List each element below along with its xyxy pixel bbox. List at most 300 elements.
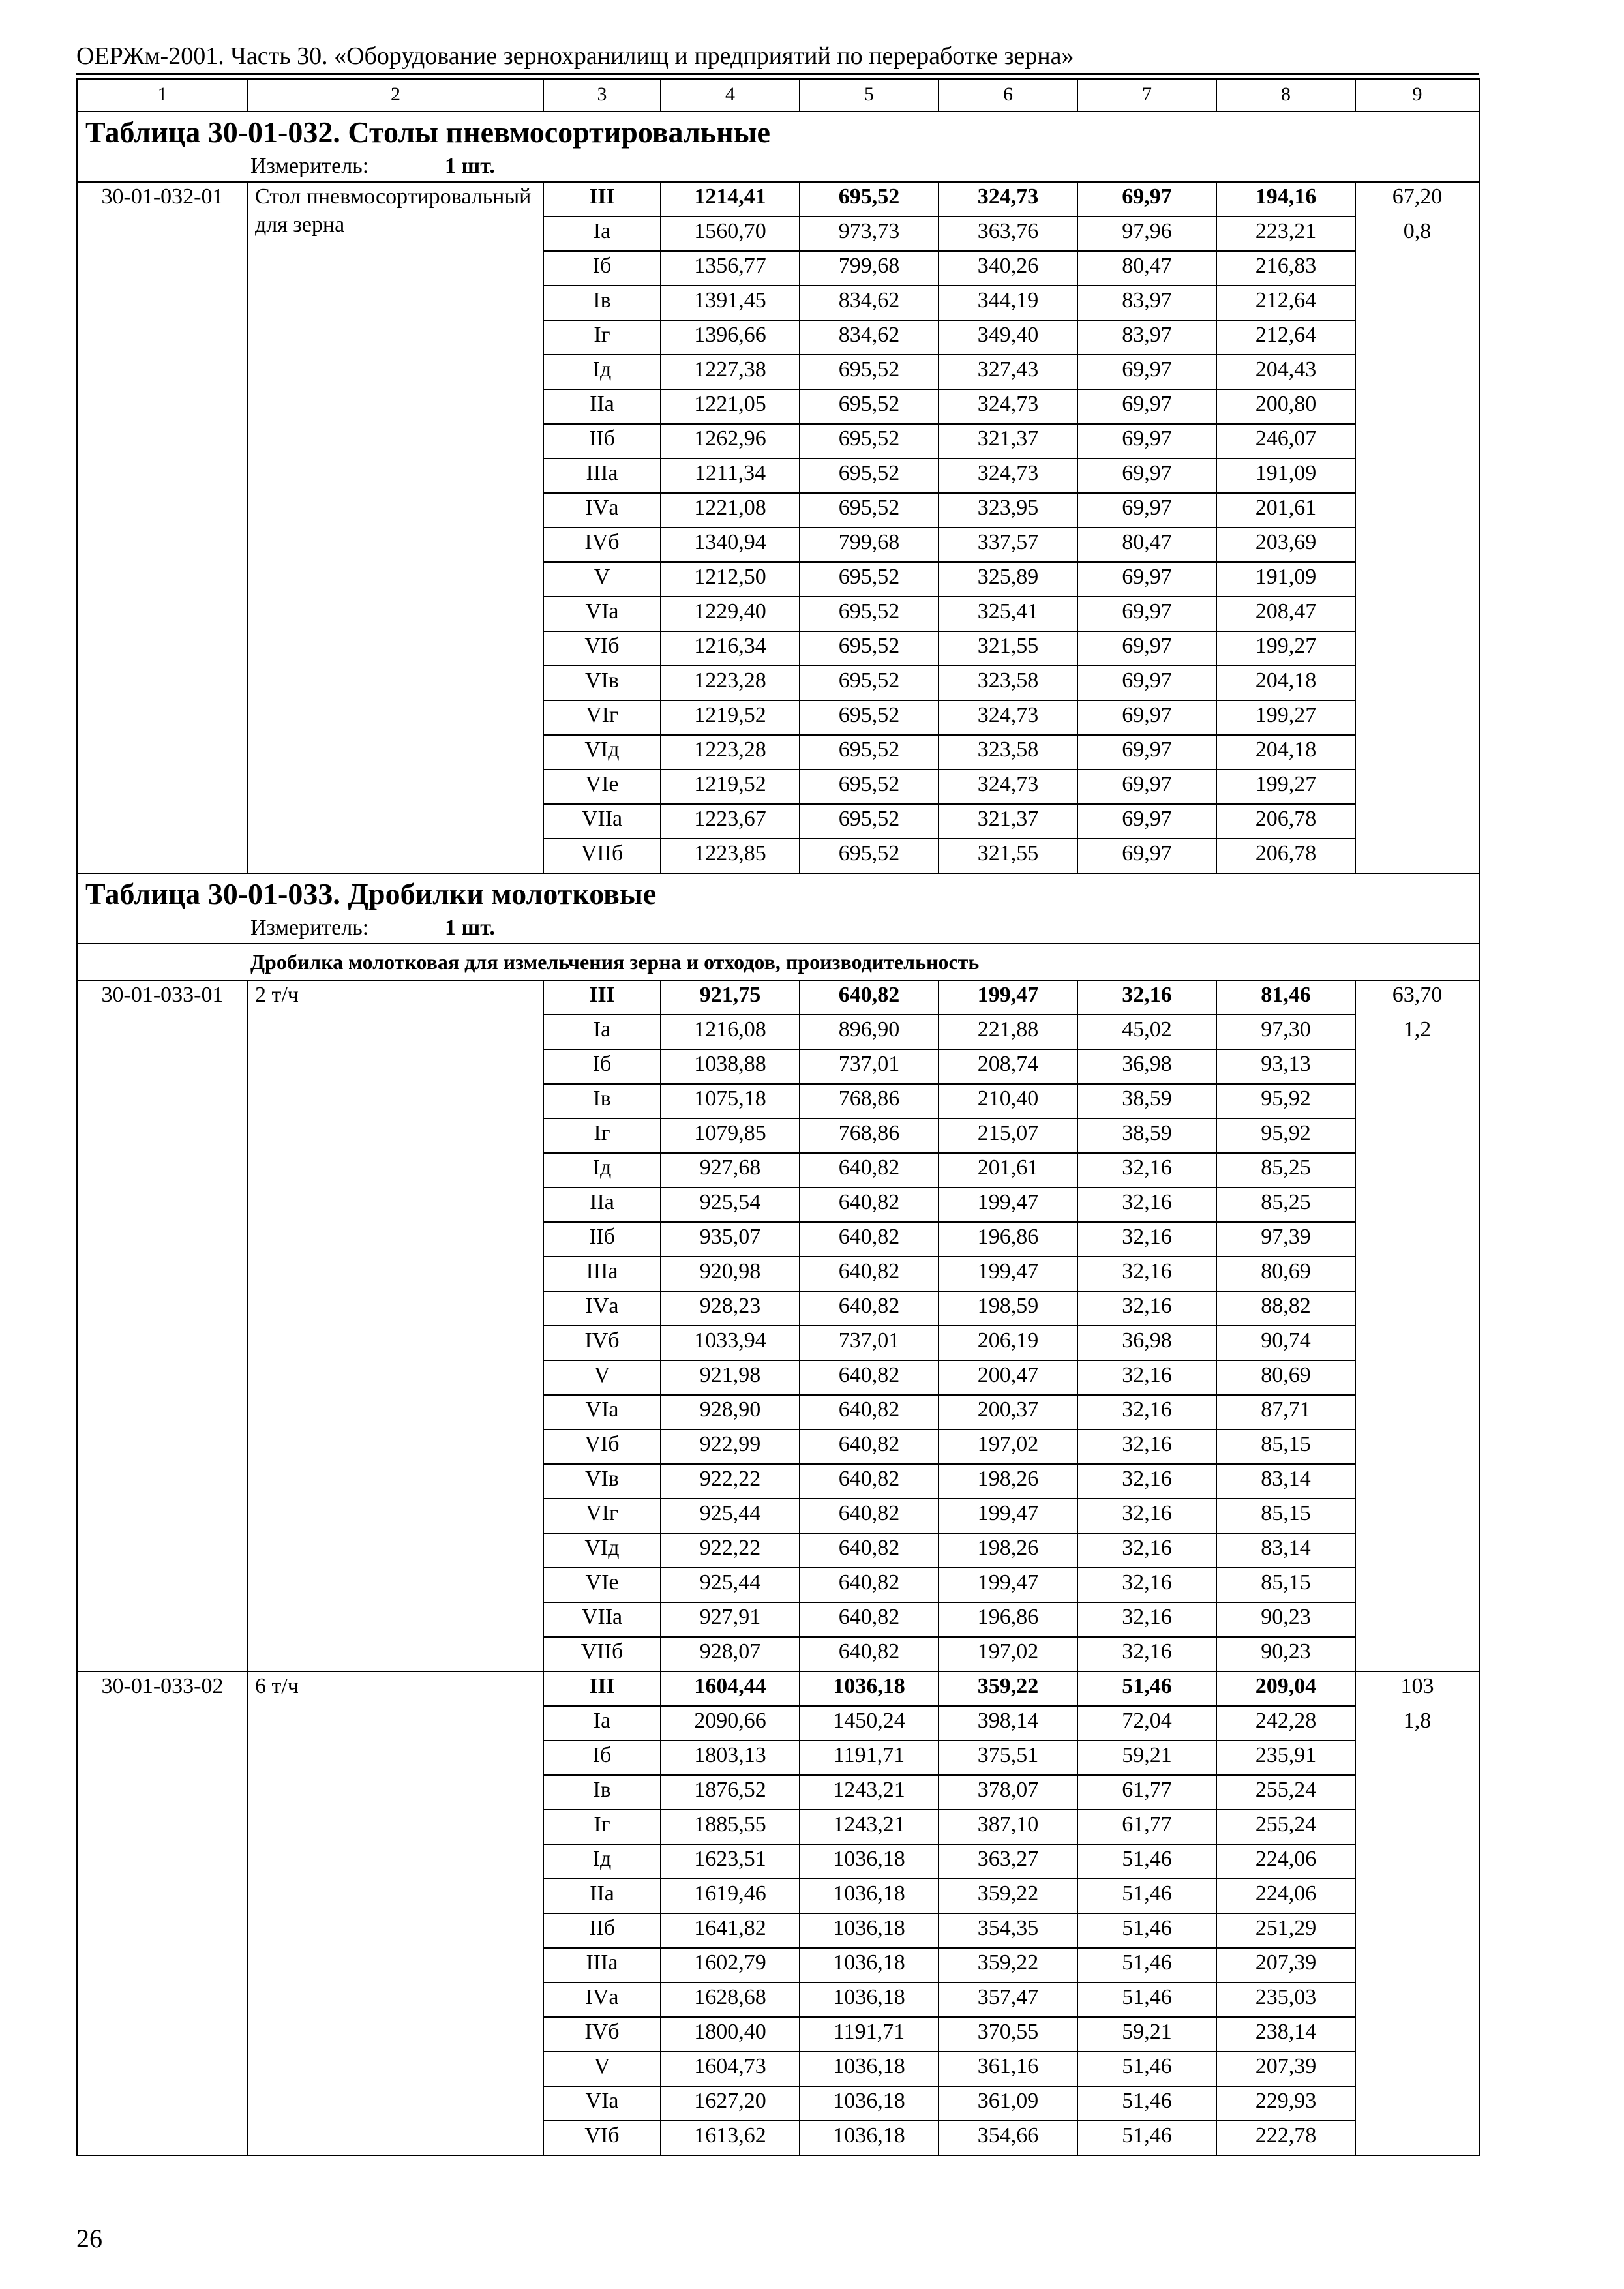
data-cell: 80,69 — [1216, 1257, 1355, 1291]
col9-value: 0,8 — [1403, 219, 1432, 243]
data-cell: IIа — [543, 1188, 661, 1222]
data-cell: Iб — [543, 251, 661, 286]
data-cell: 32,16 — [1077, 1602, 1216, 1637]
data-cell: 212,64 — [1216, 286, 1355, 320]
data-cell: 1036,18 — [800, 2121, 939, 2155]
data-cell: 1396,66 — [661, 320, 800, 355]
data-cell: 922,22 — [661, 1464, 800, 1499]
data-cell: Iб — [543, 1741, 661, 1775]
data-cell: 90,74 — [1216, 1326, 1355, 1360]
data-cell: III — [543, 182, 661, 217]
table-row — [77, 980, 1479, 1015]
data-cell: IIа — [543, 1879, 661, 1913]
data-cell: 69,97 — [1077, 735, 1216, 770]
data-cell: 69,97 — [1077, 355, 1216, 389]
data-cell: 198,26 — [939, 1464, 1077, 1499]
data-cell: 640,82 — [800, 980, 939, 1015]
data-cell: 1623,51 — [661, 1844, 800, 1879]
data-cell: 235,91 — [1216, 1741, 1355, 1775]
data-cell: 737,01 — [800, 1326, 939, 1360]
data-cell: 349,40 — [939, 320, 1077, 355]
data-cell: 1219,52 — [661, 700, 800, 735]
data-cell: 80,47 — [1077, 251, 1216, 286]
data-cell: 325,41 — [939, 597, 1077, 631]
data-cell: VIIа — [543, 804, 661, 839]
data-cell: 1036,18 — [800, 1913, 939, 1948]
col9-value: 1,2 — [1403, 1017, 1432, 1041]
data-cell: 93,13 — [1216, 1049, 1355, 1084]
data-cell: 199,27 — [1216, 700, 1355, 735]
col9-cell — [1355, 980, 1479, 1671]
data-cell: 97,39 — [1216, 1222, 1355, 1257]
data-cell: VIд — [543, 735, 661, 770]
data-cell: 1211,34 — [661, 458, 800, 493]
data-cell: 69,97 — [1077, 182, 1216, 217]
measure-value: 1 шт. — [445, 154, 495, 178]
data-cell: 1036,18 — [800, 1948, 939, 1982]
data-cell: Iг — [543, 320, 661, 355]
data-cell: 32,16 — [1077, 1533, 1216, 1568]
data-cell: 398,14 — [939, 1706, 1077, 1741]
data-cell: 255,24 — [1216, 1810, 1355, 1844]
table-title-row — [77, 112, 1479, 153]
data-cell: 927,68 — [661, 1153, 800, 1188]
data-cell: 1216,34 — [661, 631, 800, 666]
data-cell: 216,83 — [1216, 251, 1355, 286]
data-cell: 69,97 — [1077, 804, 1216, 839]
data-cell: 1036,18 — [800, 1671, 939, 1706]
data-cell: VIе — [543, 770, 661, 804]
data-cell: 375,51 — [939, 1741, 1077, 1775]
data-cell: 69,97 — [1077, 631, 1216, 666]
data-cell: VIв — [543, 1464, 661, 1499]
data-cell: 51,46 — [1077, 1879, 1216, 1913]
data-cell: Iв — [543, 286, 661, 320]
data-cell: 1036,18 — [800, 1844, 939, 1879]
data-cell: IVа — [543, 1982, 661, 2017]
data-cell: 1800,40 — [661, 2017, 800, 2052]
page-header: ОЕРЖм-2001. Часть 30. «Оборудование зернохранилищ и предприятий по переработке зерна» — [76, 42, 1074, 70]
measure-value: 1 шт. — [445, 916, 495, 940]
data-cell: IIIа — [543, 1257, 661, 1291]
data-cell: 36,98 — [1077, 1049, 1216, 1084]
data-cell: 1391,45 — [661, 286, 800, 320]
data-cell: 251,29 — [1216, 1913, 1355, 1948]
data-cell: VIб — [543, 631, 661, 666]
column-number: 3 — [543, 79, 661, 112]
data-cell: 695,52 — [800, 182, 939, 217]
data-cell: IVа — [543, 493, 661, 528]
data-cell: 36,98 — [1077, 1326, 1216, 1360]
column-number-row — [77, 79, 1479, 112]
data-cell: VIв — [543, 666, 661, 700]
data-cell: 51,46 — [1077, 1948, 1216, 1982]
data-cell: 324,73 — [939, 389, 1077, 424]
data-cell: 1036,18 — [800, 2052, 939, 2086]
data-cell: 85,15 — [1216, 1499, 1355, 1533]
data-cell: 1216,08 — [661, 1015, 800, 1049]
data-cell: 695,52 — [800, 735, 939, 770]
data-cell: 32,16 — [1077, 1188, 1216, 1222]
data-cell: 1227,38 — [661, 355, 800, 389]
col9-cell — [1355, 182, 1479, 873]
data-cell: 38,59 — [1077, 1118, 1216, 1153]
data-cell: 199,47 — [939, 1188, 1077, 1222]
data-cell: 206,19 — [939, 1326, 1077, 1360]
data-cell: 32,16 — [1077, 1257, 1216, 1291]
data-cell: 1036,18 — [800, 2086, 939, 2121]
data-cell: 387,10 — [939, 1810, 1077, 1844]
data-cell: 321,55 — [939, 631, 1077, 666]
data-cell: 354,66 — [939, 2121, 1077, 2155]
data-cell: 1340,94 — [661, 528, 800, 562]
data-cell: 80,47 — [1077, 528, 1216, 562]
data-cell: 359,22 — [939, 1879, 1077, 1913]
data-cell: 321,37 — [939, 424, 1077, 458]
data-cell: Iб — [543, 1049, 661, 1084]
data-cell: 695,52 — [800, 458, 939, 493]
column-number: 6 — [939, 79, 1077, 112]
data-cell: 51,46 — [1077, 2121, 1216, 2155]
data-cell: 1803,13 — [661, 1741, 800, 1775]
data-cell: Iг — [543, 1118, 661, 1153]
data-cell: 640,82 — [800, 1637, 939, 1671]
data-cell: 32,16 — [1077, 980, 1216, 1015]
data-cell: VIд — [543, 1533, 661, 1568]
data-cell: 51,46 — [1077, 1913, 1216, 1948]
data-cell: 922,22 — [661, 1533, 800, 1568]
data-cell: 640,82 — [800, 1291, 939, 1326]
data-cell: 695,52 — [800, 666, 939, 700]
column-number: 1 — [77, 79, 248, 112]
item-code: 30-01-033-01 — [77, 980, 248, 1671]
data-cell: 204,18 — [1216, 735, 1355, 770]
data-cell: 640,82 — [800, 1222, 939, 1257]
data-cell: 200,80 — [1216, 389, 1355, 424]
data-cell: 32,16 — [1077, 1360, 1216, 1395]
data-cell: 194,16 — [1216, 182, 1355, 217]
data-cell: 199,47 — [939, 1499, 1077, 1533]
item-code: 30-01-033-02 — [77, 1671, 248, 2155]
data-cell: 83,14 — [1216, 1464, 1355, 1499]
data-cell: 640,82 — [800, 1395, 939, 1429]
data-cell: 32,16 — [1077, 1222, 1216, 1257]
data-cell: 223,21 — [1216, 217, 1355, 251]
data-cell: 640,82 — [800, 1499, 939, 1533]
data-cell: 215,07 — [939, 1118, 1077, 1153]
data-cell: 324,73 — [939, 458, 1077, 493]
data-cell: IVб — [543, 528, 661, 562]
data-cell: 199,47 — [939, 980, 1077, 1015]
data-cell: 321,55 — [939, 839, 1077, 873]
data-cell: Iв — [543, 1084, 661, 1118]
data-cell: 69,97 — [1077, 458, 1216, 493]
data-cell: 200,47 — [939, 1360, 1077, 1395]
measure-cell — [77, 915, 1479, 944]
item-name: 2 т/ч — [248, 980, 543, 1671]
data-cell: 208,74 — [939, 1049, 1077, 1084]
data-cell: VIг — [543, 1499, 661, 1533]
data-cell: 321,37 — [939, 804, 1077, 839]
data-cell: 1221,08 — [661, 493, 800, 528]
data-cell: VIа — [543, 597, 661, 631]
data-cell: 206,78 — [1216, 839, 1355, 873]
data-cell: 354,35 — [939, 1913, 1077, 1948]
data-cell: V — [543, 562, 661, 597]
data-cell: 90,23 — [1216, 1637, 1355, 1671]
data-cell: 695,52 — [800, 770, 939, 804]
data-cell: 87,71 — [1216, 1395, 1355, 1429]
data-cell: 695,52 — [800, 597, 939, 631]
data-cell: 204,18 — [1216, 666, 1355, 700]
measure-cell — [77, 153, 1479, 182]
rates-table — [76, 78, 1480, 2156]
data-cell: 640,82 — [800, 1429, 939, 1464]
data-cell: 1602,79 — [661, 1948, 800, 1982]
data-cell: 199,27 — [1216, 631, 1355, 666]
data-cell: VIIа — [543, 1602, 661, 1637]
data-cell: 45,02 — [1077, 1015, 1216, 1049]
data-cell: 197,02 — [939, 1429, 1077, 1464]
data-cell: 640,82 — [800, 1257, 939, 1291]
data-cell: 88,82 — [1216, 1291, 1355, 1326]
table-title-row — [77, 873, 1479, 915]
data-cell: 221,88 — [939, 1015, 1077, 1049]
data-cell: 695,52 — [800, 355, 939, 389]
data-cell: 324,73 — [939, 182, 1077, 217]
data-cell: 1613,62 — [661, 2121, 800, 2155]
data-cell: 69,97 — [1077, 700, 1216, 735]
data-cell: 32,16 — [1077, 1291, 1216, 1326]
item-name: 6 т/ч — [248, 1671, 543, 2155]
data-cell: 1885,55 — [661, 1810, 800, 1844]
data-cell: 896,90 — [800, 1015, 939, 1049]
data-cell: IIб — [543, 424, 661, 458]
measure-row — [77, 915, 1479, 944]
data-cell: 59,21 — [1077, 1741, 1216, 1775]
data-cell: 357,47 — [939, 1982, 1077, 2017]
data-cell: 1560,70 — [661, 217, 800, 251]
data-cell: 83,14 — [1216, 1533, 1355, 1568]
data-cell: 695,52 — [800, 839, 939, 873]
data-cell: 1223,67 — [661, 804, 800, 839]
data-cell: IIIа — [543, 1948, 661, 1982]
data-cell: 1243,21 — [800, 1775, 939, 1810]
data-cell: VIIб — [543, 1637, 661, 1671]
subheading: Дробилка молотковая для измельчения зерна и отходов, производительность — [77, 944, 1479, 980]
data-cell: 1033,94 — [661, 1326, 800, 1360]
data-cell: 1223,28 — [661, 666, 800, 700]
data-cell: 925,44 — [661, 1568, 800, 1602]
data-cell: VIб — [543, 1429, 661, 1464]
data-cell: 695,52 — [800, 804, 939, 839]
data-cell: 935,07 — [661, 1222, 800, 1257]
col9-value: 1,8 — [1403, 1709, 1432, 1733]
data-cell: 359,22 — [939, 1671, 1077, 1706]
data-cell: 928,90 — [661, 1395, 800, 1429]
data-cell: 201,61 — [1216, 493, 1355, 528]
data-cell: 204,43 — [1216, 355, 1355, 389]
page-number: 26 — [76, 2224, 102, 2253]
data-cell: 207,39 — [1216, 1948, 1355, 1982]
data-cell: 1243,21 — [800, 1810, 939, 1844]
data-cell: 640,82 — [800, 1153, 939, 1188]
data-cell: 695,52 — [800, 389, 939, 424]
data-cell: 255,24 — [1216, 1775, 1355, 1810]
data-cell: 207,39 — [1216, 2052, 1355, 2086]
data-cell: 2090,66 — [661, 1706, 800, 1741]
data-cell: 69,97 — [1077, 666, 1216, 700]
data-cell: 327,43 — [939, 355, 1077, 389]
data-cell: 69,97 — [1077, 424, 1216, 458]
data-cell: 1223,28 — [661, 735, 800, 770]
data-cell: 212,64 — [1216, 320, 1355, 355]
col9-value: 63,70 — [1392, 983, 1443, 1007]
data-cell: 640,82 — [800, 1568, 939, 1602]
data-cell: 925,54 — [661, 1188, 800, 1222]
data-cell: 32,16 — [1077, 1395, 1216, 1429]
column-number: 7 — [1077, 79, 1216, 112]
data-cell: 337,57 — [939, 528, 1077, 562]
data-cell: 196,86 — [939, 1602, 1077, 1637]
data-cell: 928,23 — [661, 1291, 800, 1326]
data-cell: 921,75 — [661, 980, 800, 1015]
data-cell: V — [543, 1360, 661, 1395]
data-cell: Iд — [543, 355, 661, 389]
data-cell: 370,55 — [939, 2017, 1077, 2052]
data-cell: 323,58 — [939, 666, 1077, 700]
data-cell: V — [543, 2052, 661, 2086]
data-cell: 51,46 — [1077, 2086, 1216, 2121]
data-cell: VIIб — [543, 839, 661, 873]
data-cell: 1450,24 — [800, 1706, 939, 1741]
data-cell: 196,86 — [939, 1222, 1077, 1257]
data-cell: 1191,71 — [800, 2017, 939, 2052]
data-cell: IIIа — [543, 458, 661, 493]
data-cell: 210,40 — [939, 1084, 1077, 1118]
data-cell: 324,73 — [939, 770, 1077, 804]
data-cell: 59,21 — [1077, 2017, 1216, 2052]
item-code: 30-01-032-01 — [77, 182, 248, 873]
data-cell: 1229,40 — [661, 597, 800, 631]
data-cell: 1262,96 — [661, 424, 800, 458]
data-cell: 69,97 — [1077, 597, 1216, 631]
data-cell: 695,52 — [800, 424, 939, 458]
data-cell: 238,14 — [1216, 2017, 1355, 2052]
data-cell: 1038,88 — [661, 1049, 800, 1084]
data-cell: 69,97 — [1077, 389, 1216, 424]
data-cell: 242,28 — [1216, 1706, 1355, 1741]
data-cell: 361,16 — [939, 2052, 1077, 2086]
data-cell: 323,58 — [939, 735, 1077, 770]
data-cell: 768,86 — [800, 1118, 939, 1153]
data-cell: 201,61 — [939, 1153, 1077, 1188]
data-cell: IIа — [543, 389, 661, 424]
data-cell: 85,15 — [1216, 1568, 1355, 1602]
data-cell: 69,97 — [1077, 562, 1216, 597]
data-cell: 973,73 — [800, 217, 939, 251]
data-cell: 51,46 — [1077, 2052, 1216, 2086]
measure-label: Измеритель: — [250, 916, 369, 940]
item-name: Стол пневмосортировальный для зерна — [248, 182, 543, 873]
data-cell: 834,62 — [800, 286, 939, 320]
column-number: 9 — [1355, 79, 1479, 112]
data-cell: 927,91 — [661, 1602, 800, 1637]
data-cell: 1221,05 — [661, 389, 800, 424]
data-cell: IVб — [543, 2017, 661, 2052]
subheading-row — [77, 944, 1479, 980]
data-cell: Iг — [543, 1810, 661, 1844]
table-title: Таблица 30-01-033. Дробилки молотковые — [77, 873, 1479, 915]
data-cell: 32,16 — [1077, 1153, 1216, 1188]
data-cell: 83,97 — [1077, 286, 1216, 320]
data-cell: 640,82 — [800, 1464, 939, 1499]
data-cell: 925,44 — [661, 1499, 800, 1533]
data-cell: IIб — [543, 1913, 661, 1948]
data-cell: 737,01 — [800, 1049, 939, 1084]
data-cell: 206,78 — [1216, 804, 1355, 839]
data-cell: VIг — [543, 700, 661, 735]
header-rule — [76, 73, 1479, 75]
data-cell: Iв — [543, 1775, 661, 1810]
data-cell: 640,82 — [800, 1188, 939, 1222]
data-cell: 922,99 — [661, 1429, 800, 1464]
data-cell: 97,96 — [1077, 217, 1216, 251]
data-cell: 85,25 — [1216, 1188, 1355, 1222]
data-cell: III — [543, 980, 661, 1015]
data-cell: 799,68 — [800, 251, 939, 286]
data-cell: 799,68 — [800, 528, 939, 562]
data-cell: Iд — [543, 1844, 661, 1879]
data-cell: 921,98 — [661, 1360, 800, 1395]
column-number: 4 — [661, 79, 800, 112]
data-cell: 32,16 — [1077, 1568, 1216, 1602]
column-number: 8 — [1216, 79, 1355, 112]
data-cell: 198,59 — [939, 1291, 1077, 1326]
data-cell: 1075,18 — [661, 1084, 800, 1118]
data-cell: 90,23 — [1216, 1602, 1355, 1637]
data-cell: 1641,82 — [661, 1913, 800, 1948]
data-cell: 203,69 — [1216, 528, 1355, 562]
data-cell: 1627,20 — [661, 2086, 800, 2121]
data-cell: 344,19 — [939, 286, 1077, 320]
data-cell: 361,09 — [939, 2086, 1077, 2121]
data-cell: 191,09 — [1216, 562, 1355, 597]
data-cell: 640,82 — [800, 1602, 939, 1637]
data-cell: 32,16 — [1077, 1464, 1216, 1499]
data-cell: 61,77 — [1077, 1810, 1216, 1844]
data-cell: 1223,85 — [661, 839, 800, 873]
data-cell: 1619,46 — [661, 1879, 800, 1913]
table-title: Таблица 30-01-032. Столы пневмосортировальные — [77, 112, 1479, 153]
data-cell: 69,97 — [1077, 770, 1216, 804]
data-cell: 1079,85 — [661, 1118, 800, 1153]
data-cell: 199,47 — [939, 1257, 1077, 1291]
data-cell: Iа — [543, 1015, 661, 1049]
data-cell: 38,59 — [1077, 1084, 1216, 1118]
data-cell: 83,97 — [1077, 320, 1216, 355]
data-cell: 363,27 — [939, 1844, 1077, 1879]
data-cell: 191,09 — [1216, 458, 1355, 493]
data-cell: IVа — [543, 1291, 661, 1326]
data-cell: 768,86 — [800, 1084, 939, 1118]
data-cell: 928,07 — [661, 1637, 800, 1671]
data-cell: 1356,77 — [661, 251, 800, 286]
col9-value: 103 — [1400, 1674, 1434, 1698]
data-cell: IVб — [543, 1326, 661, 1360]
data-cell: 324,73 — [939, 700, 1077, 735]
data-cell: 200,37 — [939, 1395, 1077, 1429]
